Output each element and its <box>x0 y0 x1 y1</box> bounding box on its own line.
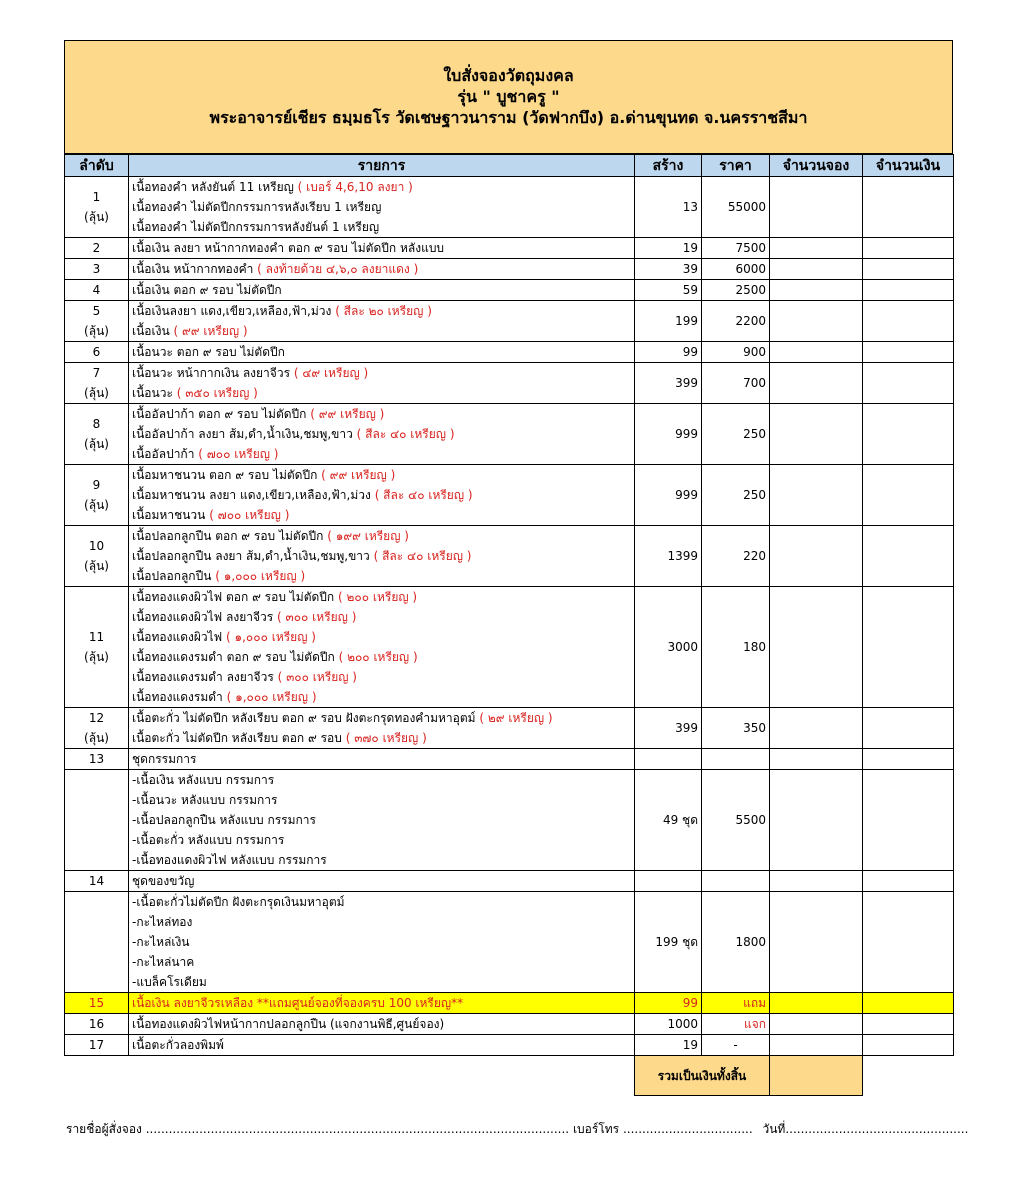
quantity-note: ( ๑๙๙ เหรียญ ) <box>327 529 409 543</box>
row-description <box>129 749 635 770</box>
table-row <box>65 749 954 770</box>
description-line: ชุดของขวัญ <box>132 874 195 888</box>
row-made-count: 99 <box>635 993 702 1014</box>
table-row <box>65 280 954 301</box>
row-price: 180 <box>702 587 770 708</box>
description-line: ชุดกรรมการ <box>132 752 197 766</box>
description-line: เนื้อเงิน ตอก ๙ รอบ ไม่ตัดปีก <box>132 283 282 297</box>
row-index: 6 <box>65 342 129 363</box>
row-description <box>129 708 635 749</box>
row-price: 2500 <box>702 280 770 301</box>
description-line: เนื้อปลอกลูกปืน ตอก ๙ รอบ ไม่ตัดปีก ( ๑๙๙ เหรียญ ) <box>132 529 409 543</box>
phone-label: เบอร์โทร <box>572 1122 620 1136</box>
quantity-note: ( สีละ ๔๐ เหรียญ ) <box>356 427 455 441</box>
description-line: เนื้อทองคำ หลังยันต์ 11 เหรียญ ( เบอร์ 4,6,10 ลงยา ) <box>132 180 413 194</box>
row-quantity-field[interactable] <box>770 363 863 404</box>
table-row <box>65 708 954 749</box>
quantity-note: ( ๓๕๐ เหรียญ ) <box>176 386 258 400</box>
description-line: เนื้อนวะ หน้ากากเงิน ลงยาจีวร ( ๔๙ เหรียญ ) <box>132 366 369 380</box>
description-line: เนื้ออัลปาก้า ลงยา ส้ม,ดำ,น้ำเงิน,ชมพู,ขาว ( สีละ ๔๐ เหรียญ ) <box>132 427 455 441</box>
table-row <box>65 526 954 587</box>
table-row <box>65 1035 954 1056</box>
description-line: -กะไหล่ทอง <box>132 915 193 929</box>
table-row <box>65 363 954 404</box>
date-label: วันที่ <box>762 1122 786 1136</box>
description-line: -เนื้อทองแดงผิวไฟ หลังแบบ กรรมการ <box>132 853 327 867</box>
description-line: เนื้อนวะ ตอก ๙ รอบ ไม่ตัดปีก <box>132 345 285 359</box>
row-made-count: 19 <box>635 238 702 259</box>
quantity-note: ( ๗๐๐ เหรียญ ) <box>198 447 279 461</box>
description-line: เนื้อทองแดงผิวไฟ ( ๑,๐๐๐ เหรียญ ) <box>132 630 316 644</box>
total-row <box>65 1056 954 1096</box>
row-quantity-field[interactable] <box>770 770 863 871</box>
row-index: 9 (ลุ้น) <box>65 465 129 526</box>
row-index <box>65 892 129 993</box>
col-header-price: ราคา <box>702 155 770 177</box>
col-header-index: ลำดับ <box>65 155 129 177</box>
description-line: เนื้อปลอกลูกปืน ลงยา ส้ม,ดำ,น้ำเงิน,ชมพู,ขาว ( สีละ ๔๐ เหรียญ ) <box>132 549 472 563</box>
quantity-note: ( ๒๐๐ เหรียญ ) <box>338 590 418 604</box>
row-description <box>129 301 635 342</box>
row-made-count: 99 <box>635 342 702 363</box>
row-price: แถม <box>702 993 770 1014</box>
description-line: เนื้อเงินลงยา แดง,เขียว,เหลือง,ฟ้า,ม่วง ( สีละ ๒๐ เหรียญ ) <box>132 304 432 318</box>
row-quantity-field[interactable] <box>770 259 863 280</box>
description-line: เนื้อนวะ ( ๓๕๐ เหรียญ ) <box>132 386 258 400</box>
row-quantity-field[interactable] <box>770 526 863 587</box>
row-amount-field[interactable] <box>863 238 954 259</box>
row-index: 7 (ลุ้น) <box>65 363 129 404</box>
lucky-draw-note: (ลุ้น) <box>84 386 109 400</box>
table-row <box>65 993 954 1014</box>
description-line: เนื้อทองแดงผิวไฟ ลงยาจีวร ( ๓๐๐ เหรียญ ) <box>132 610 357 624</box>
quantity-note: ( สีละ ๔๐ เหรียญ ) <box>374 488 473 502</box>
description-line: เนื้ออัลปาก้า ตอก ๙ รอบ ไม่ตัดปีก ( ๙๙ เหรียญ ) <box>132 407 385 421</box>
row-amount-field[interactable] <box>863 259 954 280</box>
description-line: เนื้อเงิน หน้ากากทองคำ ( ลงท้ายด้วย ๔,๖,๐ ลงยาแดง ) <box>132 262 419 276</box>
row-amount-field[interactable] <box>863 892 954 993</box>
quantity-note: ( ๑,๐๐๐ เหรียญ ) <box>226 690 317 704</box>
row-price: 5500 <box>702 770 770 871</box>
description-line: -แบล็คโรเดียม <box>132 975 207 989</box>
quantity-note: ( ๓๐๐ เหรียญ ) <box>277 670 357 684</box>
row-made-count: 1000 <box>635 1014 702 1035</box>
col-header-amount: จำนวนเงิน <box>863 155 954 177</box>
row-price: 250 <box>702 404 770 465</box>
row-price: 700 <box>702 363 770 404</box>
row-description <box>129 871 635 892</box>
quantity-note: ( ๓๗๐ เหรียญ ) <box>345 731 427 745</box>
table-row <box>65 342 954 363</box>
row-amount-field[interactable] <box>863 342 954 363</box>
row-index: 13 <box>65 749 129 770</box>
row-amount-field[interactable] <box>863 177 954 238</box>
row-quantity-field[interactable] <box>770 280 863 301</box>
description-line: เนื้อทองแดงผิวไฟหน้ากากปลอกลูกปืน (แจกงานพิธี,ศูนย์จอง) <box>132 1017 445 1031</box>
table-row <box>65 770 954 871</box>
row-description <box>129 1035 635 1056</box>
row-amount-field[interactable] <box>863 749 954 770</box>
row-price <box>702 749 770 770</box>
row-made-count: 39 <box>635 259 702 280</box>
table-row <box>65 1014 954 1035</box>
row-description <box>129 177 635 238</box>
total-label: รวมเป็นเงินทั้งสิ้น <box>635 1056 770 1096</box>
description-line: เนื้อตะกั่ว ไม่ตัดปีก หลังเรียบ ตอก ๙ รอบ ( ๓๗๐ เหรียญ ) <box>132 731 427 745</box>
row-index: 2 <box>65 238 129 259</box>
table-row <box>65 871 954 892</box>
lucky-draw-note: (ลุ้น) <box>84 498 109 512</box>
quantity-note: ( ๓๐๐ เหรียญ ) <box>277 610 357 624</box>
description-line: เนื้อทองคำ ไม่ตัดปีกกรรมการหลังยันต์ 1 เหรียญ <box>132 220 380 234</box>
row-index: 16 <box>65 1014 129 1035</box>
description-line: เนื้อตะกั่วลองพิมพ์ <box>132 1038 224 1052</box>
lucky-draw-note: (ลุ้น) <box>84 324 109 338</box>
row-quantity-field[interactable] <box>770 301 863 342</box>
row-quantity-field[interactable] <box>770 993 863 1014</box>
row-amount-field[interactable] <box>863 363 954 404</box>
description-line: -เนื้อตะกั่วไม่ตัดปีก ฝังตะกรุดเงินมหาอุตม์ <box>132 895 345 909</box>
description-line: เนื้อเงิน ลงยาจีวรเหลือง **แถมศูนย์จองที่จองครบ 100 เหรียญ** <box>132 996 464 1010</box>
row-description <box>129 404 635 465</box>
table-row <box>65 892 954 993</box>
description-line: -เนื้อนวะ หลังแบบ กรรมการ <box>132 793 278 807</box>
description-line: เนื้อมหาชนวน ลงยา แดง,เขียว,เหลือง,ฟ้า,ม่วง ( สีละ ๔๐ เหรียญ ) <box>132 488 473 502</box>
description-line: เนื้อปลอกลูกปืน ( ๑,๐๐๐ เหรียญ ) <box>132 569 306 583</box>
table-row <box>65 587 954 708</box>
lucky-draw-note: (ลุ้น) <box>84 731 109 745</box>
col-header-item: รายการ <box>129 155 635 177</box>
lucky-draw-note: (ลุ้น) <box>84 650 109 664</box>
quantity-note: ( สีละ ๒๐ เหรียญ ) <box>335 304 432 318</box>
row-quantity-field[interactable] <box>770 871 863 892</box>
lucky-draw-note: (ลุ้น) <box>84 210 109 224</box>
row-amount-field[interactable] <box>863 993 954 1014</box>
row-quantity-field[interactable] <box>770 1035 863 1056</box>
description-line: -เนื้อเงิน หลังแบบ กรรมการ <box>132 773 275 787</box>
row-amount-field[interactable] <box>863 587 954 708</box>
row-made-count: 999 <box>635 465 702 526</box>
quantity-note: ( ๗๐๐ เหรียญ ) <box>209 508 290 522</box>
quantity-note: ( ๙๙ เหรียญ ) <box>310 407 385 421</box>
table-row <box>65 301 954 342</box>
description-line: -กะไหล่เงิน <box>132 935 190 949</box>
row-made-count: 999 <box>635 404 702 465</box>
table-body <box>65 177 954 1056</box>
row-price: 1800 <box>702 892 770 993</box>
row-quantity-field[interactable] <box>770 238 863 259</box>
row-index: 8 (ลุ้น) <box>65 404 129 465</box>
row-made-count: 199 <box>635 301 702 342</box>
row-amount-field[interactable] <box>863 871 954 892</box>
description-line: เนื้ออัลปาก้า ( ๗๐๐ เหรียญ ) <box>132 447 279 461</box>
orderer-name-field[interactable]: ............................................................................................................... <box>145 1122 570 1136</box>
row-amount-field[interactable] <box>863 1014 954 1035</box>
row-index: 17 <box>65 1035 129 1056</box>
row-price: 2200 <box>702 301 770 342</box>
quantity-note: ( ลงท้ายด้วย ๔,๖,๐ ลงยาแดง ) <box>257 262 419 276</box>
row-description <box>129 363 635 404</box>
order-form <box>64 40 953 1096</box>
row-price: 250 <box>702 465 770 526</box>
description-line: เนื้อทองแดงรมดำ ลงยาจีวร ( ๓๐๐ เหรียญ ) <box>132 670 357 684</box>
lucky-draw-note: (ลุ้น) <box>84 559 109 573</box>
row-price: 6000 <box>702 259 770 280</box>
row-quantity-field[interactable] <box>770 177 863 238</box>
row-amount-field[interactable] <box>863 280 954 301</box>
row-made-count: 399 <box>635 708 702 749</box>
description-line: -กะไหล่นาค <box>132 955 195 969</box>
row-made-count: 399 <box>635 363 702 404</box>
row-made-count: 19 <box>635 1035 702 1056</box>
row-index: 14 <box>65 871 129 892</box>
table-row <box>65 404 954 465</box>
quantity-note: ( ๑,๐๐๐ เหรียญ ) <box>226 630 316 644</box>
table-row <box>65 177 954 238</box>
row-quantity-field[interactable] <box>770 465 863 526</box>
row-quantity-field[interactable] <box>770 708 863 749</box>
row-index: 1 (ลุ้น) <box>65 177 129 238</box>
description-line: เนื้อทองแดงรมดำ ( ๑,๐๐๐ เหรียญ ) <box>132 690 317 704</box>
row-description <box>129 280 635 301</box>
order-footer <box>66 1120 969 1139</box>
date-field[interactable]: ................................................ <box>785 1122 969 1136</box>
description-line: เนื้อตะกั่ว ไม่ตัดปีก หลังเรียบ ตอก ๙ รอบ ฝังตะกรุดทองคำมหาอุตม์ ( ๒๙ เหรียญ ) <box>132 711 553 725</box>
row-description <box>129 1014 635 1035</box>
description-line: เนื้อเงิน ลงยา หน้ากากทองคำ ตอก ๙ รอบ ไม่ตัดปีก หลังแบบ <box>132 241 445 255</box>
lucky-draw-note: (ลุ้น) <box>84 437 109 451</box>
total-amount-field[interactable] <box>770 1056 863 1096</box>
row-price: 55000 <box>702 177 770 238</box>
form-title: ใบสั่งจองวัตถุมงคล <box>443 66 574 85</box>
temple-line: พระอาจารย์เชียร ธมฺมธโร วัดเชษฐาวนาราม (วัดฟากบึง) อ.ด่านขุนทด จ.นครราชสีมา <box>209 108 808 127</box>
quantity-note: ( เบอร์ 4,6,10 ลงยา ) <box>297 180 413 194</box>
row-description <box>129 770 635 871</box>
row-price: - <box>702 1035 770 1056</box>
row-description <box>129 465 635 526</box>
row-amount-field[interactable] <box>863 465 954 526</box>
row-price: 220 <box>702 526 770 587</box>
row-index <box>65 770 129 871</box>
quantity-note: ( สีละ ๔๐ เหรียญ ) <box>373 549 472 563</box>
quantity-note: ( ๒๐๐ เหรียญ ) <box>338 650 418 664</box>
quantity-note: ( ๙๙ เหรียญ ) <box>173 324 248 338</box>
col-header-quantity: จำนวนจอง <box>770 155 863 177</box>
table-header-row <box>65 155 954 177</box>
row-description <box>129 993 635 1014</box>
row-quantity-field[interactable] <box>770 892 863 993</box>
row-index: 5 (ลุ้น) <box>65 301 129 342</box>
quantity-note: ( ๔๙ เหรียญ ) <box>293 366 369 380</box>
orderer-name-label: รายชื่อผู้สั่งจอง <box>66 1122 142 1136</box>
row-made-count: 1399 <box>635 526 702 587</box>
row-quantity-field[interactable] <box>770 749 863 770</box>
row-price: 350 <box>702 708 770 749</box>
row-index: 15 <box>65 993 129 1014</box>
table-row <box>65 259 954 280</box>
row-made-count: 59 <box>635 280 702 301</box>
row-amount-field[interactable] <box>863 526 954 587</box>
form-subtitle: รุ่น " บูชาครู " <box>457 87 560 106</box>
row-quantity-field[interactable] <box>770 1014 863 1035</box>
quantity-note: ( ๙๙ เหรียญ ) <box>321 468 396 482</box>
row-quantity-field[interactable] <box>770 587 863 708</box>
row-made-count: 199 ชุด <box>635 892 702 993</box>
row-price: 900 <box>702 342 770 363</box>
description-line: เนื้อทองแดงผิวไฟ ตอก ๙ รอบ ไม่ตัดปีก ( ๒๐๐ เหรียญ ) <box>132 590 418 604</box>
row-quantity-field[interactable] <box>770 404 863 465</box>
order-table <box>64 154 954 1096</box>
description-line: -เนื้อตะกั่ว หลังแบบ กรรมการ <box>132 833 285 847</box>
row-description <box>129 238 635 259</box>
row-amount-field[interactable] <box>863 301 954 342</box>
table-row <box>65 465 954 526</box>
row-amount-field[interactable] <box>863 1035 954 1056</box>
row-index: 11 (ลุ้น) <box>65 587 129 708</box>
description-line: -เนื้อปลอกลูกปืน หลังแบบ กรรมการ <box>132 813 316 827</box>
table-row <box>65 238 954 259</box>
row-description <box>129 259 635 280</box>
description-line: เนื้อเงิน ( ๙๙ เหรียญ ) <box>132 324 248 338</box>
row-made-count: 13 <box>635 177 702 238</box>
row-index: 3 <box>65 259 129 280</box>
row-description <box>129 587 635 708</box>
row-index: 12 (ลุ้น) <box>65 708 129 749</box>
col-header-made: สร้าง <box>635 155 702 177</box>
quantity-note: ( ๑,๐๐๐ เหรียญ ) <box>215 569 306 583</box>
row-description <box>129 526 635 587</box>
row-amount-field[interactable] <box>863 404 954 465</box>
description-line: เนื้อทองคำ ไม่ตัดปีกกรรมการหลังเรียบ 1 เหรียญ <box>132 200 382 214</box>
row-made-count: 3000 <box>635 587 702 708</box>
row-description <box>129 342 635 363</box>
row-index: 10 (ลุ้น) <box>65 526 129 587</box>
row-amount-field[interactable] <box>863 708 954 749</box>
form-header <box>64 40 953 154</box>
description-line: เนื้อทองแดงรมดำ ตอก ๙ รอบ ไม่ตัดปีก ( ๒๐๐ เหรียญ ) <box>132 650 418 664</box>
row-index: 4 <box>65 280 129 301</box>
row-made-count <box>635 871 702 892</box>
description-line: เนื้อมหาชนวน ( ๗๐๐ เหรียญ ) <box>132 508 290 522</box>
phone-field[interactable]: .................................. <box>622 1122 753 1136</box>
description-line: เนื้อมหาชนวน ตอก ๙ รอบ ไม่ตัดปีก ( ๙๙ เหรียญ ) <box>132 468 396 482</box>
row-description <box>129 892 635 993</box>
quantity-note: ( ๒๙ เหรียญ ) <box>479 711 553 725</box>
row-price <box>702 871 770 892</box>
row-quantity-field[interactable] <box>770 342 863 363</box>
row-price: แจก <box>702 1014 770 1035</box>
row-price: 7500 <box>702 238 770 259</box>
row-amount-field[interactable] <box>863 770 954 871</box>
row-made-count <box>635 749 702 770</box>
row-made-count: 49 ชุด <box>635 770 702 871</box>
